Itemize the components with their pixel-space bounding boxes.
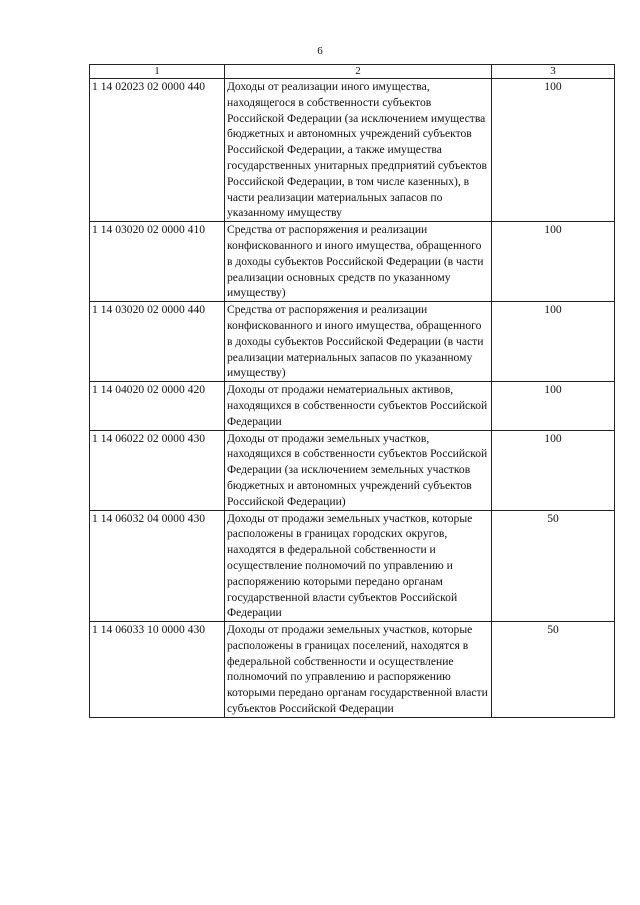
budget-code: 1 14 03020 02 0000 410 bbox=[90, 222, 225, 302]
percent-value: 50 bbox=[492, 622, 615, 718]
table-row bbox=[90, 222, 615, 302]
percent-value: 100 bbox=[492, 382, 615, 430]
income-description: Доходы от продажи земельных участков, которые расположены в границах городских округов, находятся в федеральной собственности и осуществление полномочий по управлению и распоряжению которыми передано органам государственной власти субъектов Российской Федерации bbox=[225, 510, 492, 622]
page-number: 6 bbox=[317, 45, 323, 57]
percent-value: 100 bbox=[492, 302, 615, 382]
percent-value: 100 bbox=[492, 222, 615, 302]
income-description: Средства от распоряжения и реализации конфискованного и иного имущества, обращенного в доходы субъектов Российской Федерации (в части реализации материальных запасов по указанному имуществу) bbox=[225, 302, 492, 382]
budget-code: 1 14 02023 02 0000 440 bbox=[90, 79, 225, 222]
revenue-table bbox=[89, 64, 615, 718]
percent-value: 100 bbox=[492, 430, 615, 510]
column-header-1: 1 bbox=[90, 65, 225, 79]
table-row bbox=[90, 430, 615, 510]
table-header-row bbox=[90, 65, 615, 79]
column-header-2: 2 bbox=[225, 65, 492, 79]
table-row bbox=[90, 622, 615, 718]
budget-code: 1 14 04020 02 0000 420 bbox=[90, 382, 225, 430]
table-row bbox=[90, 79, 615, 222]
column-header-3: 3 bbox=[492, 65, 615, 79]
budget-code: 1 14 03020 02 0000 440 bbox=[90, 302, 225, 382]
income-description: Доходы от реализации иного имущества, находящегося в собственности субъектов Российской Федерации (за исключением имущества бюджетных и автономных учреждений субъектов Российской Федерации, а также имущества государственных унитарных предприятий субъектов Российской Федерации, в том числе казенных), в части реализации материальных запасов по указанному имуществу bbox=[225, 79, 492, 222]
income-description: Средства от распоряжения и реализации конфискованного и иного имущества, обращенного в доходы субъектов Российской Федерации (в части реализации основных средств по указанному имуществу) bbox=[225, 222, 492, 302]
table-row bbox=[90, 382, 615, 430]
income-description: Доходы от продажи нематериальных активов, находящихся в собственности субъектов Российской Федерации bbox=[225, 382, 492, 430]
table-row bbox=[90, 510, 615, 622]
budget-code: 1 14 06022 02 0000 430 bbox=[90, 430, 225, 510]
income-description: Доходы от продажи земельных участков, которые расположены в границах поселений, находятся в федеральной собственности и осуществление полномочий по управлению и распоряжению которыми передано органам государственной власти субъектов Российской Федерации bbox=[225, 622, 492, 718]
percent-value: 100 bbox=[492, 79, 615, 222]
income-description: Доходы от продажи земельных участков, находящихся в собственности субъектов Российской Федерации (за исключением земельных участков бюджетных и автономных учреждений субъектов Российской Федерации) bbox=[225, 430, 492, 510]
table-row bbox=[90, 302, 615, 382]
budget-code: 1 14 06033 10 0000 430 bbox=[90, 622, 225, 718]
budget-code: 1 14 06032 04 0000 430 bbox=[90, 510, 225, 622]
percent-value: 50 bbox=[492, 510, 615, 622]
